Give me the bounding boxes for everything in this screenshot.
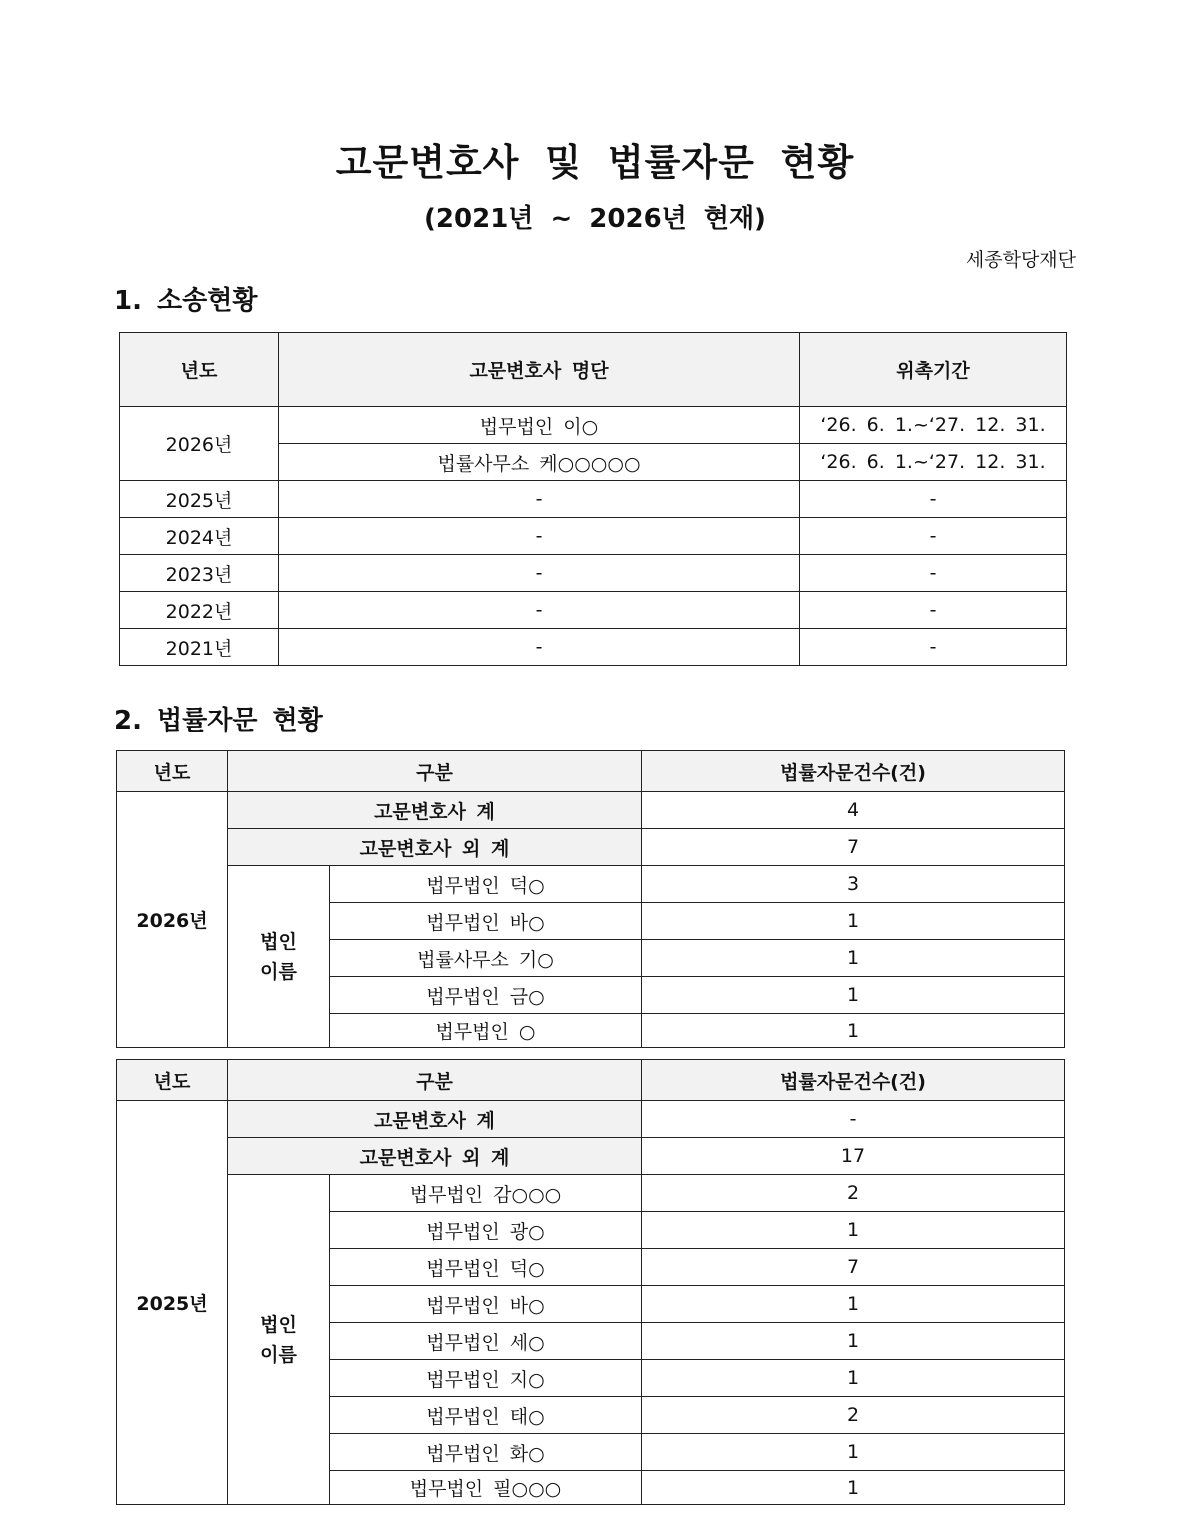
lawyer-name-cell: - [279,481,800,518]
advisor-total-label: 고문변호사 계 [228,792,642,829]
count-cell: 7 [642,829,1065,866]
count-cell: 2 [642,1175,1065,1212]
table-row [117,829,1065,866]
table-header-row [117,751,1065,792]
organization-name: 세종학당재단 [965,249,1076,271]
document-title: 고문변호사 및 법률자문 현황 [335,141,855,184]
table-row [120,592,1067,629]
lawyer-name-cell: 법률사무소 케○○○○○ [279,444,800,481]
header-year: 년도 [120,333,279,407]
period-cell: - [800,481,1067,518]
header-count: 법률자문건수(건) [642,751,1065,792]
table-row [117,1175,1065,1212]
lawyer-name-cell: - [279,592,800,629]
count-cell: 1 [642,1471,1065,1505]
table-row [120,555,1067,592]
firm-name-cell: 법무법인 광○ [330,1212,642,1249]
header-lawyers: 고문변호사 명단 [279,333,800,407]
year-cell: 2025년 [117,1101,228,1505]
year-cell: 2024년 [120,518,279,555]
period-cell: - [800,555,1067,592]
corp-name-label [228,866,330,1048]
count-cell: 1 [642,1212,1065,1249]
count-cell: 1 [642,1014,1065,1048]
advisory-table-2026 [116,750,1065,1048]
count-cell: - [642,1101,1065,1138]
corp-name-label [228,1175,330,1505]
table-header-row [117,1060,1065,1101]
header-category: 구분 [228,751,642,792]
year-cell: 2023년 [120,555,279,592]
lawyer-name-cell: - [279,518,800,555]
count-cell: 17 [642,1138,1065,1175]
firm-name-cell: 법무법인 감○○○ [330,1175,642,1212]
period-cell: - [800,518,1067,555]
year-cell: 2022년 [120,592,279,629]
header-category: 구분 [228,1060,642,1101]
count-cell: 1 [642,1434,1065,1471]
firm-name-cell: 법률사무소 기○ [330,940,642,977]
header-year: 년도 [117,1060,228,1101]
non-advisor-total-label: 고문변호사 외 계 [228,1138,642,1175]
count-cell: 1 [642,977,1065,1014]
table-row [117,792,1065,829]
period-cell: - [800,629,1067,666]
non-advisor-total-label: 고문변호사 외 계 [228,829,642,866]
count-cell: 1 [642,940,1065,977]
year-cell: 2021년 [120,629,279,666]
section1-heading: 1. 소송현황 [114,286,258,316]
litigation-table [119,332,1067,666]
header-year: 년도 [117,751,228,792]
firm-name-cell: 법무법인 덕○ [330,866,642,903]
corp-label-line2: 이름 [260,1343,297,1366]
lawyer-name-cell: - [279,629,800,666]
document-subtitle: (2021년 ~ 2026년 현재) [424,204,766,234]
table-row [120,407,1067,444]
firm-name-cell: 법무법인 태○ [330,1397,642,1434]
count-cell: 1 [642,1323,1065,1360]
advisor-total-label: 고문변호사 계 [228,1101,642,1138]
firm-name-cell: 법무법인 지○ [330,1360,642,1397]
table-row [117,1138,1065,1175]
year-cell: 2025년 [120,481,279,518]
table-row [117,866,1065,903]
year-cell: 2026년 [117,792,228,1048]
firm-name-cell: 법무법인 바○ [330,1286,642,1323]
corp-label-line1: 법인 [260,1313,297,1336]
section2-heading: 2. 법률자문 현황 [114,706,323,736]
table-header-row [120,333,1067,407]
count-cell: 3 [642,866,1065,903]
header-count: 법률자문건수(건) [642,1060,1065,1101]
firm-name-cell: 법무법인 필○○○ [330,1471,642,1505]
corp-label-line2: 이름 [260,960,297,983]
firm-name-cell: 법무법인 세○ [330,1323,642,1360]
firm-name-cell: 법무법인 금○ [330,977,642,1014]
count-cell: 1 [642,1286,1065,1323]
header-period: 위촉기간 [800,333,1067,407]
lawyer-name-cell: - [279,555,800,592]
firm-name-cell: 법무법인 화○ [330,1434,642,1471]
corp-label-line1: 법인 [260,930,297,953]
count-cell: 7 [642,1249,1065,1286]
count-cell: 2 [642,1397,1065,1434]
count-cell: 4 [642,792,1065,829]
firm-name-cell: 법무법인 바○ [330,903,642,940]
period-cell: - [800,592,1067,629]
firm-name-cell: 법무법인 ○ [330,1014,642,1048]
advisory-table-2025 [116,1059,1065,1505]
lawyer-name-cell: 법무법인 이○ [279,407,800,444]
period-cell: ‘26. 6. 1.~‘27. 12. 31. [800,444,1067,481]
count-cell: 1 [642,903,1065,940]
table-row [120,518,1067,555]
count-cell: 1 [642,1360,1065,1397]
table-row [120,481,1067,518]
table-row [117,1101,1065,1138]
period-cell: ‘26. 6. 1.~‘27. 12. 31. [800,407,1067,444]
table-row [120,629,1067,666]
firm-name-cell: 법무법인 덕○ [330,1249,642,1286]
year-cell: 2026년 [120,407,279,481]
